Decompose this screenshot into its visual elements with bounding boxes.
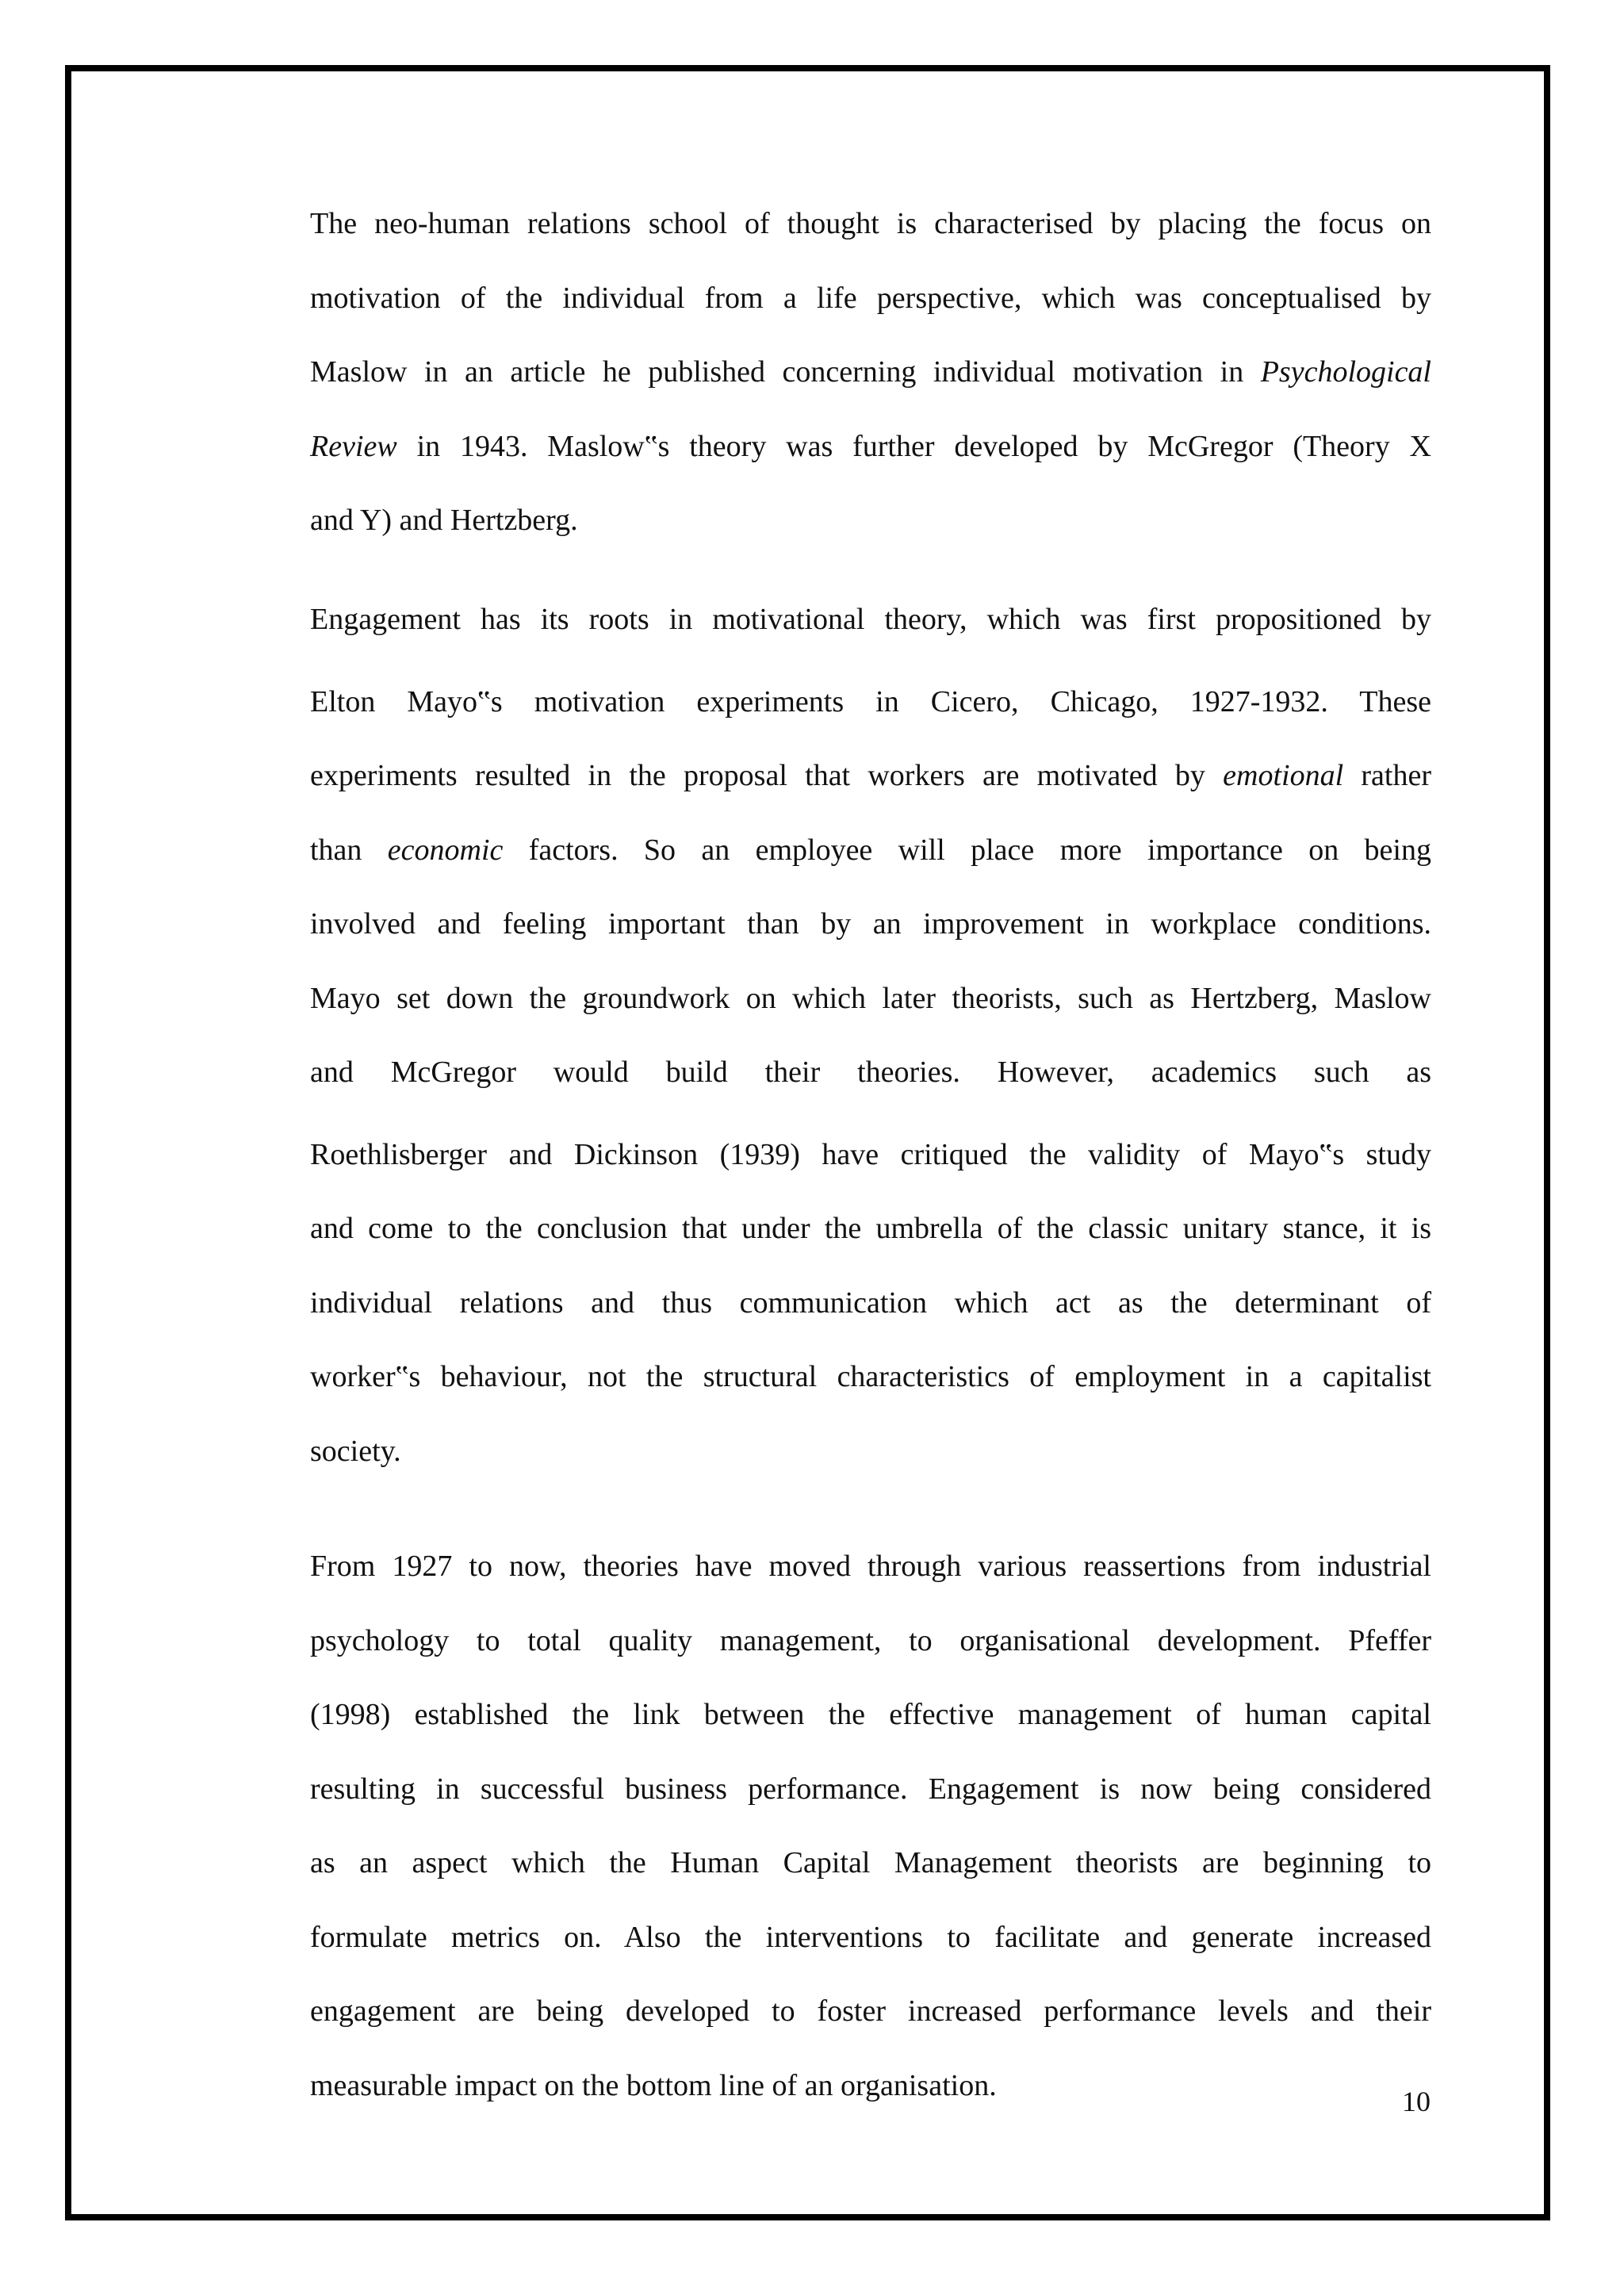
text-line: individual relations and thus communication which act as the determinant of [310, 1285, 1431, 1320]
text-line: measurable impact on the bottom line of an organisation. [310, 2068, 997, 2102]
emphasis: emotional [1223, 759, 1344, 792]
text-line: Elton Mayo‟s motivation experiments in Cicero, Chicago, 1927-1932. These [310, 684, 1431, 718]
text-line: Roethlisberger and Dickinson (1939) have critiqued the validity of Mayo‟s study [310, 1137, 1431, 1171]
text-line [310, 410, 1431, 485]
journal-title: Psychological [1260, 355, 1431, 389]
text-line: Engagement has its roots in motivational theory, which was first propositioned by [310, 603, 1431, 636]
text-line: society. [310, 1434, 401, 1468]
text-line: engagement are being developed to foster increased performance levels and their [310, 1994, 1431, 2028]
text-line: and McGregor would build their theories. However, academics such as [310, 1056, 1431, 1089]
text-line [310, 814, 1431, 888]
text-line: resulting in successful business performance. Engagement is now being considered [310, 1772, 1431, 1806]
text-line: psychology to total quality management, to organisational development. Pfeffer [310, 1623, 1431, 1657]
paragraph-2 [310, 583, 1431, 1488]
text-line [310, 739, 1431, 814]
text-span: than [310, 833, 388, 867]
text-span: rather [1343, 759, 1431, 792]
text-line: and come to the conclusion that under the umbrella of the classic unitary stance, it is [310, 1212, 1431, 1245]
text-line [310, 335, 1431, 410]
text-span: experiments resulted in the proposal that workers are motivated by [310, 759, 1224, 792]
text-line: worker‟s behaviour, not the structural characteristics of employment in a capitalist [310, 1360, 1431, 1393]
text-span: in 1943. Maslow‟s theory was further developed by McGregor (Theory X [396, 429, 1431, 463]
text-line: involved and feeling important than by an improvement in workplace conditions. [310, 907, 1431, 941]
text-line: Mayo set down the groundwork on which later theorists, such as Hertzberg, Maslow [310, 981, 1431, 1015]
text-line: (1998) established the link between the effective management of human capital [310, 1698, 1431, 1731]
page-number: 10 [1402, 2086, 1431, 2117]
text-line: formulate metrics on. Also the interventions to facilitate and generate increased [310, 1920, 1431, 1954]
text-line: as an aspect which the Human Capital Management theorists are beginning to [310, 1846, 1431, 1879]
text-line: The neo-human relations school of thought is characterised by placing the focus on [310, 207, 1431, 240]
journal-title: Review [310, 429, 397, 463]
paragraph-3 [310, 1530, 1431, 2123]
text-line: motivation of the individual from a life perspective, which was conceptualised by [310, 281, 1431, 315]
text-line: and Y) and Hertzberg. [310, 504, 578, 537]
text-span: Maslow in an article he published concerning individual motivation in [310, 355, 1261, 389]
text-line: From 1927 to now, theories have moved through various reassertions from industrial [310, 1550, 1431, 1583]
text-span: factors. So an employee will place more importance on being [503, 833, 1431, 867]
emphasis: economic [387, 833, 504, 867]
paragraph-1 [310, 187, 1431, 558]
